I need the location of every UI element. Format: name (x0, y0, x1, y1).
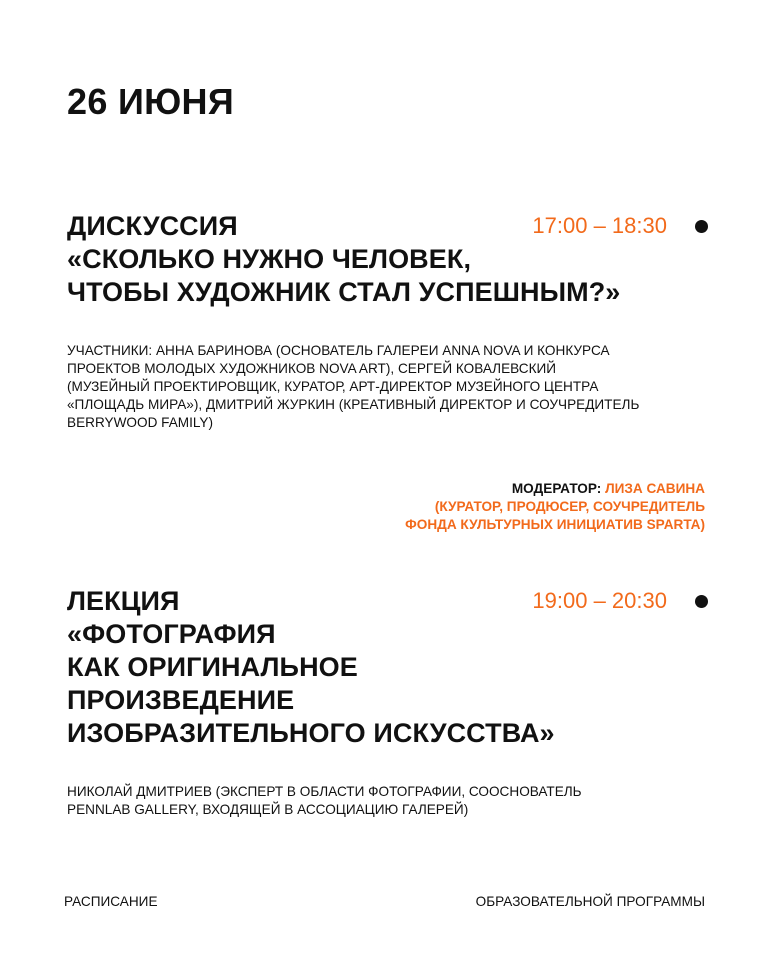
bullet-dot-icon (695, 220, 708, 233)
event-title-line: «ФОТОГРАФИЯ (67, 619, 276, 649)
bullet-dot-icon (695, 595, 708, 608)
event-title-line: КАК ОРИГИНАЛЬНОЕ (67, 652, 358, 682)
event-title-line: ЧТОБЫ ХУДОЖНИК СТАЛ УСПЕШНЫМ?» (67, 277, 621, 307)
event-title-line: «СКОЛЬКО НУЖНО ЧЕЛОВЕК, (67, 244, 472, 274)
moderator-name: ЛИЗА САВИНА (605, 481, 705, 496)
event-discussion (67, 210, 710, 309)
description-line: НИКОЛАЙ ДМИТРИЕВ (ЭКСПЕРТ В ОБЛАСТИ ФОТОГРАФИИ, СООСНОВАТЕЛЬ (67, 784, 582, 799)
moderator-label: МОДЕРАТОР: (511, 481, 602, 496)
event-time: 17:00 – 18:30 (532, 213, 667, 238)
event-time-block (532, 587, 710, 615)
event-title-line: ПРОИЗВЕДЕНИЕ (67, 685, 295, 715)
footer-left: РАСПИСАНИЕ (64, 894, 158, 909)
description-line: УЧАСТНИКИ: АННА БАРИНОВА (ОСНОВАТЕЛЬ ГАЛЕРЕИ ANNA NOVA И КОНКУРСА (67, 343, 610, 358)
footer-right: ОБРАЗОВАТЕЛЬНОЙ ПРОГРАММЫ (475, 894, 705, 909)
event-time: 19:00 – 20:30 (532, 588, 667, 613)
page-date: 26 ИЮНЯ (67, 81, 235, 122)
moderator-role-line: (КУРАТОР, ПРОДЮСЕР, СОУЧРЕДИТЕЛЬ (434, 499, 705, 514)
description-line: PENNLAB GALLERY, ВХОДЯЩЕЙ В АССОЦИАЦИЮ ГАЛЕРЕЙ) (67, 802, 469, 817)
event-speaker (67, 783, 705, 819)
description-line: BERRYWOOD FAMILY) (67, 415, 214, 430)
event-participants (67, 342, 705, 432)
event-title-line: ЛЕКЦИЯ (67, 586, 180, 616)
event-title-line: ДИСКУССИЯ (67, 211, 238, 241)
description-line: (МУЗЕЙНЫЙ ПРОЕКТИРОВЩИК, КУРАТОР, АРТ-ДИРЕКТОР МУЗЕЙНОГО ЦЕНТРА (67, 379, 599, 394)
event-time-block (532, 212, 710, 240)
description-line: «ПЛОЩАДЬ МИРА»), ДМИТРИЙ ЖУРКИН (КРЕАТИВНЫЙ ДИРЕКТОР И СОУЧРЕДИТЕЛЬ (67, 397, 640, 412)
event-lecture (67, 585, 710, 750)
event-moderator (405, 480, 705, 534)
event-title-line: ИЗОБРАЗИТЕЛЬНОГО ИСКУССТВА» (67, 718, 555, 748)
description-line: ПРОЕКТОВ МОЛОДЫХ ХУДОЖНИКОВ NOVA ART), СЕРГЕЙ КОВАЛЕВСКИЙ (67, 361, 557, 376)
moderator-role-line: ФОНДА КУЛЬТУРНЫХ ИНИЦИАТИВ SPARTA) (405, 517, 705, 532)
